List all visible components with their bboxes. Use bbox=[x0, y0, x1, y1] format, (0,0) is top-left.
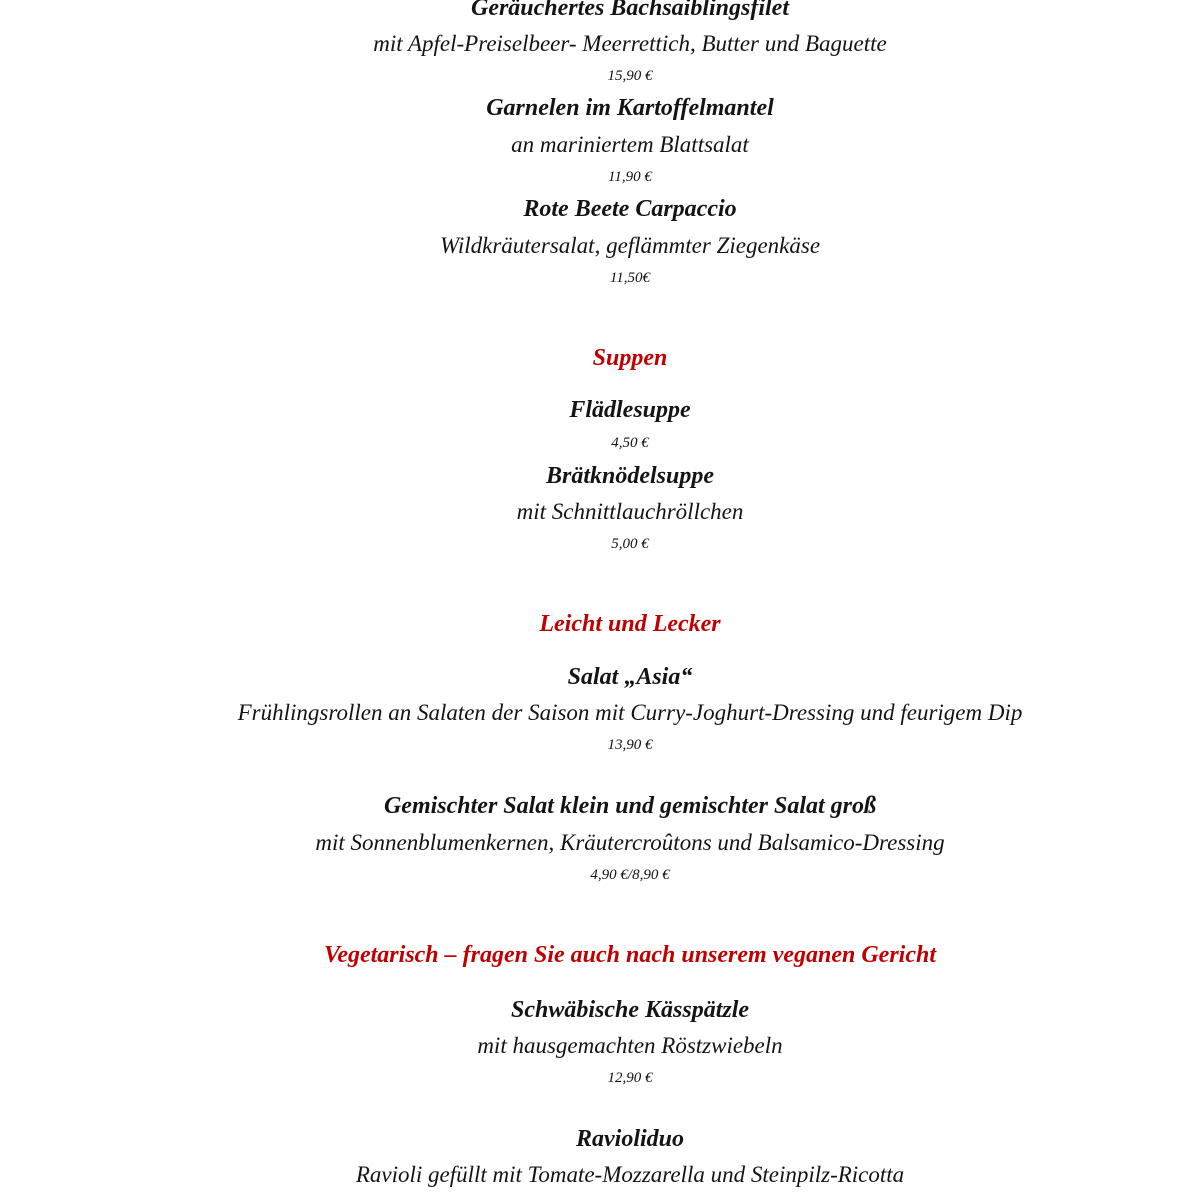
dish-price: 12,90 € bbox=[607, 1070, 653, 1086]
dish-description: Ravioli gefüllt mit Tomate-Mozzarella und Steinpilz-Ricotta bbox=[355, 1162, 905, 1187]
dish-price: 4,50 € bbox=[611, 435, 649, 451]
dish-name: Geräuchertes Bachsaiblingsfilet bbox=[470, 0, 789, 21]
dish-price: 13,90 € bbox=[607, 737, 653, 753]
dish-name: Gemischter Salat klein und gemischter Salat groß bbox=[383, 793, 877, 819]
dish-price: 11,50€ bbox=[609, 270, 651, 286]
dish-name: Brätknödelsuppe bbox=[545, 463, 715, 489]
dish-price: 4,90 €/8,90 € bbox=[590, 867, 670, 883]
dish-name: Garnelen im Kartoffelmantel bbox=[486, 95, 774, 121]
dish-name: Rote Beete Carpaccio bbox=[523, 196, 737, 222]
dish-description: an mariniertem Blattsalat bbox=[511, 132, 749, 157]
dish-description: Frühlingsrollen an Salaten der Saison mit Curry-Joghurt-Dressing und feurigem Dip bbox=[237, 700, 1023, 725]
dish-name: Schwäbische Kässpätzle bbox=[510, 997, 750, 1023]
dish-description: mit Schnittlauchröllchen bbox=[516, 499, 744, 524]
dish-price: 5,00 € bbox=[611, 536, 649, 552]
dish-name: Salat „Asia“ bbox=[567, 664, 693, 690]
dish-name: Ravioliduo bbox=[575, 1126, 684, 1152]
section-heading: Leicht und Lecker bbox=[539, 611, 721, 637]
dish-description: Wildkräutersalat, geflämmter Ziegenkäse bbox=[439, 233, 821, 258]
dish-description: mit Sonnenblumenkernen, Kräutercroûtons und Balsamico-Dressing bbox=[315, 830, 945, 855]
dish-name: Flädlesuppe bbox=[569, 397, 691, 423]
dish-price: 15,90 € bbox=[607, 68, 653, 84]
dish-price: 11,90 € bbox=[608, 169, 652, 185]
section-heading: Suppen bbox=[592, 345, 668, 371]
section-heading: Vegetarisch – fragen Sie auch nach unserem veganen Gericht bbox=[323, 942, 937, 968]
dish-description: mit Apfel-Preiselbeer- Meerrettich, Butter und Baguette bbox=[373, 31, 887, 56]
dish-description: mit hausgemachten Röstzwiebeln bbox=[477, 1033, 783, 1058]
